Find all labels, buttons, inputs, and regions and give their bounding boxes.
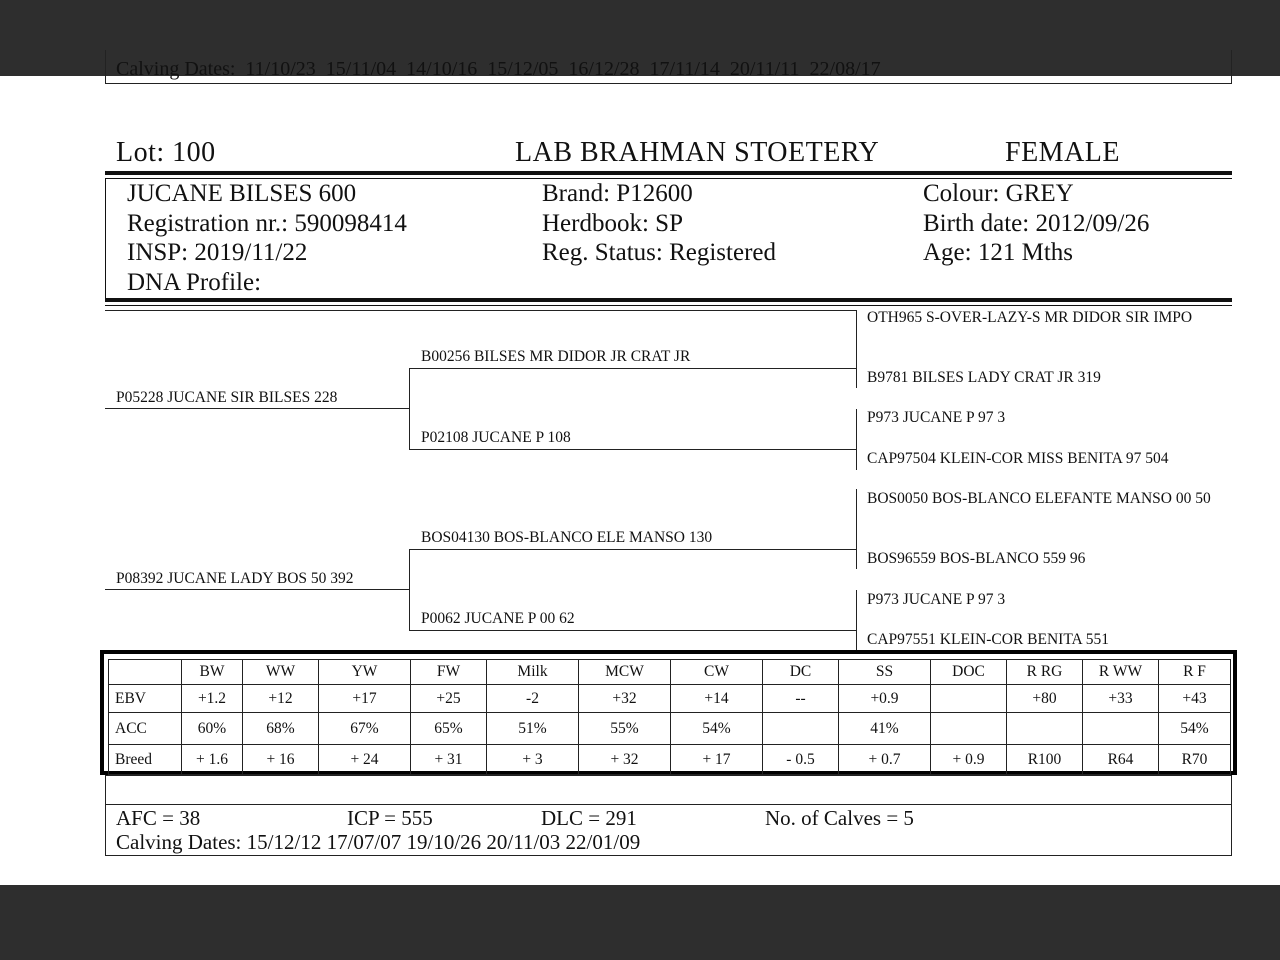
acc-cell: 67% bbox=[319, 713, 411, 745]
acc-cell: 51% bbox=[487, 713, 579, 745]
registration-number: Registration nr.: 590098414 bbox=[127, 210, 407, 237]
afc-value: AFC = 38 bbox=[116, 806, 201, 830]
breed-cell: R100 bbox=[1007, 745, 1083, 775]
acc-cell bbox=[763, 713, 839, 745]
breed-cell: + 1.6 bbox=[182, 745, 243, 775]
lot-number: Lot: 100 bbox=[116, 137, 216, 168]
ebv-cell bbox=[931, 685, 1007, 713]
acc-row-label: ACC bbox=[109, 713, 182, 745]
ebv-cell: +80 bbox=[1007, 685, 1083, 713]
pedigree-line bbox=[856, 489, 857, 569]
breed-cell: + 3 bbox=[487, 745, 579, 775]
breed-cell: + 16 bbox=[243, 745, 319, 775]
info-rule-thin bbox=[105, 305, 1232, 306]
ebv-header-cell: DC bbox=[763, 660, 839, 685]
ebv-header-cell: R RG bbox=[1007, 660, 1083, 685]
pedigree-line bbox=[409, 549, 857, 550]
breed-cell: + 24 bbox=[319, 745, 411, 775]
info-rule bbox=[105, 298, 1232, 302]
breed-cell: - 0.5 bbox=[763, 745, 839, 775]
pedigree-line bbox=[105, 408, 409, 409]
acc-cell: 68% bbox=[243, 713, 319, 745]
pedigree-line bbox=[409, 368, 410, 449]
colour: Colour: GREY bbox=[923, 180, 1074, 207]
ebv-table bbox=[108, 659, 1231, 775]
ebv-row-label: EBV bbox=[109, 685, 182, 713]
breed-cell: + 0.7 bbox=[839, 745, 931, 775]
breed-cell: + 17 bbox=[671, 745, 763, 775]
previous-calving-dates: Calving Dates: 11/10/23 15/11/04 14/10/16 15/12/05 16/12/28 17/11/14 20/11/11 22/08/17 bbox=[116, 58, 881, 80]
ebv-row bbox=[109, 685, 1231, 713]
breed-cell: R70 bbox=[1159, 745, 1231, 775]
ebv-header-cell: R WW bbox=[1083, 660, 1159, 685]
pedigree-sire-sire: B00256 BILSES MR DIDOR JR CRAT JR bbox=[421, 348, 691, 365]
pedigree-sire-dam: P02108 JUCANE P 108 bbox=[421, 429, 571, 446]
acc-cell: 60% bbox=[182, 713, 243, 745]
pedigree-dam: P08392 JUCANE LADY BOS 50 392 bbox=[116, 570, 354, 587]
ebv-cell: +0.9 bbox=[839, 685, 931, 713]
breed-cell: + 0.9 bbox=[931, 745, 1007, 775]
age: Age: 121 Mths bbox=[923, 239, 1073, 266]
breed-cell: R64 bbox=[1083, 745, 1159, 775]
pedigree-ggp: OTH965 S-OVER-LAZY-S MR DIDOR SIR IMPO bbox=[867, 309, 1193, 326]
breed-row bbox=[109, 745, 1231, 775]
ebv-header-cell: CW bbox=[671, 660, 763, 685]
calving-dates: Calving Dates: 15/12/12 17/07/07 19/10/26 20/11/03 22/01/09 bbox=[116, 830, 641, 854]
birth-date: Birth date: 2012/09/26 bbox=[923, 210, 1150, 237]
ebv-cell: +32 bbox=[579, 685, 671, 713]
pedigree-line bbox=[105, 589, 409, 590]
acc-row bbox=[109, 713, 1231, 745]
pedigree-line bbox=[856, 310, 857, 388]
ebv-cell: +33 bbox=[1083, 685, 1159, 713]
ebv-cell: +14 bbox=[671, 685, 763, 713]
inspection-date: INSP: 2019/11/22 bbox=[127, 239, 308, 266]
breed-cell: + 32 bbox=[579, 745, 671, 775]
viewer-bottom-bar bbox=[0, 885, 1280, 960]
ebv-header-cell: R F bbox=[1159, 660, 1231, 685]
brand: Brand: P12600 bbox=[542, 180, 693, 207]
pedigree-dam-sire: BOS04130 BOS-BLANCO ELE MANSO 130 bbox=[421, 529, 713, 546]
dna-profile: DNA Profile: bbox=[127, 269, 262, 296]
ebv-header-cell: MCW bbox=[579, 660, 671, 685]
dlc-value: DLC = 291 bbox=[541, 806, 637, 830]
ebv-header-cell: SS bbox=[839, 660, 931, 685]
ebv-cell: +25 bbox=[411, 685, 487, 713]
pedigree-line bbox=[856, 409, 857, 470]
pedigree-ggp: BOS96559 BOS-BLANCO 559 96 bbox=[867, 550, 1086, 567]
header-rule bbox=[105, 171, 1232, 175]
acc-cell bbox=[1007, 713, 1083, 745]
pedigree-ggp: B9781 BILSES LADY CRAT JR 319 bbox=[867, 369, 1101, 386]
pedigree-line bbox=[409, 630, 857, 631]
ebv-cell: +43 bbox=[1159, 685, 1231, 713]
icp-value: ICP = 555 bbox=[347, 806, 433, 830]
breed-cell: + 31 bbox=[411, 745, 487, 775]
animal-name: JUCANE BILSES 600 bbox=[127, 180, 357, 207]
ebv-header-cell: FW bbox=[411, 660, 487, 685]
acc-cell bbox=[931, 713, 1007, 745]
registration-status: Reg. Status: Registered bbox=[542, 239, 776, 266]
pedigree-line bbox=[409, 368, 857, 369]
ebv-cell: +17 bbox=[319, 685, 411, 713]
acc-cell: 54% bbox=[671, 713, 763, 745]
pedigree-ggp: P973 JUCANE P 97 3 bbox=[867, 409, 1006, 426]
header-rule-thin bbox=[105, 178, 1232, 179]
herdbook: Herdbook: SP bbox=[542, 210, 683, 237]
pedigree-line bbox=[409, 449, 857, 450]
ebv-header-cell: DOC bbox=[931, 660, 1007, 685]
acc-cell: 54% bbox=[1159, 713, 1231, 745]
pedigree-line bbox=[856, 590, 857, 650]
pedigree-ggp: CAP97504 KLEIN-COR MISS BENITA 97 504 bbox=[867, 450, 1169, 467]
pedigree-ggp: BOS0050 BOS-BLANCO ELEFANTE MANSO 00 50 bbox=[867, 490, 1211, 507]
ebv-header-cell: Milk bbox=[487, 660, 579, 685]
acc-cell: 41% bbox=[839, 713, 931, 745]
breeder-name: LAB BRAHMAN STOETERY bbox=[515, 137, 880, 168]
pedigree-ggp: P973 JUCANE P 97 3 bbox=[867, 591, 1006, 608]
ebv-header-cell: WW bbox=[243, 660, 319, 685]
ebv-header-cell: YW bbox=[319, 660, 411, 685]
ebv-header-cell: BW bbox=[182, 660, 243, 685]
ebv-cell: +1.2 bbox=[182, 685, 243, 713]
pedigree-dam-dam: P0062 JUCANE P 00 62 bbox=[421, 610, 575, 627]
ebv-cell: +12 bbox=[243, 685, 319, 713]
pedigree-sire: P05228 JUCANE SIR BILSES 228 bbox=[116, 389, 338, 406]
pedigree-ggp: CAP97551 KLEIN-COR BENITA 551 bbox=[867, 631, 1110, 648]
acc-cell: 55% bbox=[579, 713, 671, 745]
ebv-header-cell bbox=[109, 660, 182, 685]
ebv-cell: -- bbox=[763, 685, 839, 713]
acc-cell: 65% bbox=[411, 713, 487, 745]
ebv-header-row bbox=[109, 660, 1231, 685]
pedigree-top-line bbox=[105, 310, 857, 311]
ebv-cell: -2 bbox=[487, 685, 579, 713]
animal-sex: FEMALE bbox=[1005, 137, 1120, 168]
acc-cell bbox=[1083, 713, 1159, 745]
pedigree-line bbox=[409, 549, 410, 630]
breed-row-label: Breed bbox=[109, 745, 182, 775]
number-of-calves: No. of Calves = 5 bbox=[765, 806, 914, 830]
calving-divider bbox=[105, 804, 1232, 805]
info-left-border bbox=[105, 178, 106, 302]
